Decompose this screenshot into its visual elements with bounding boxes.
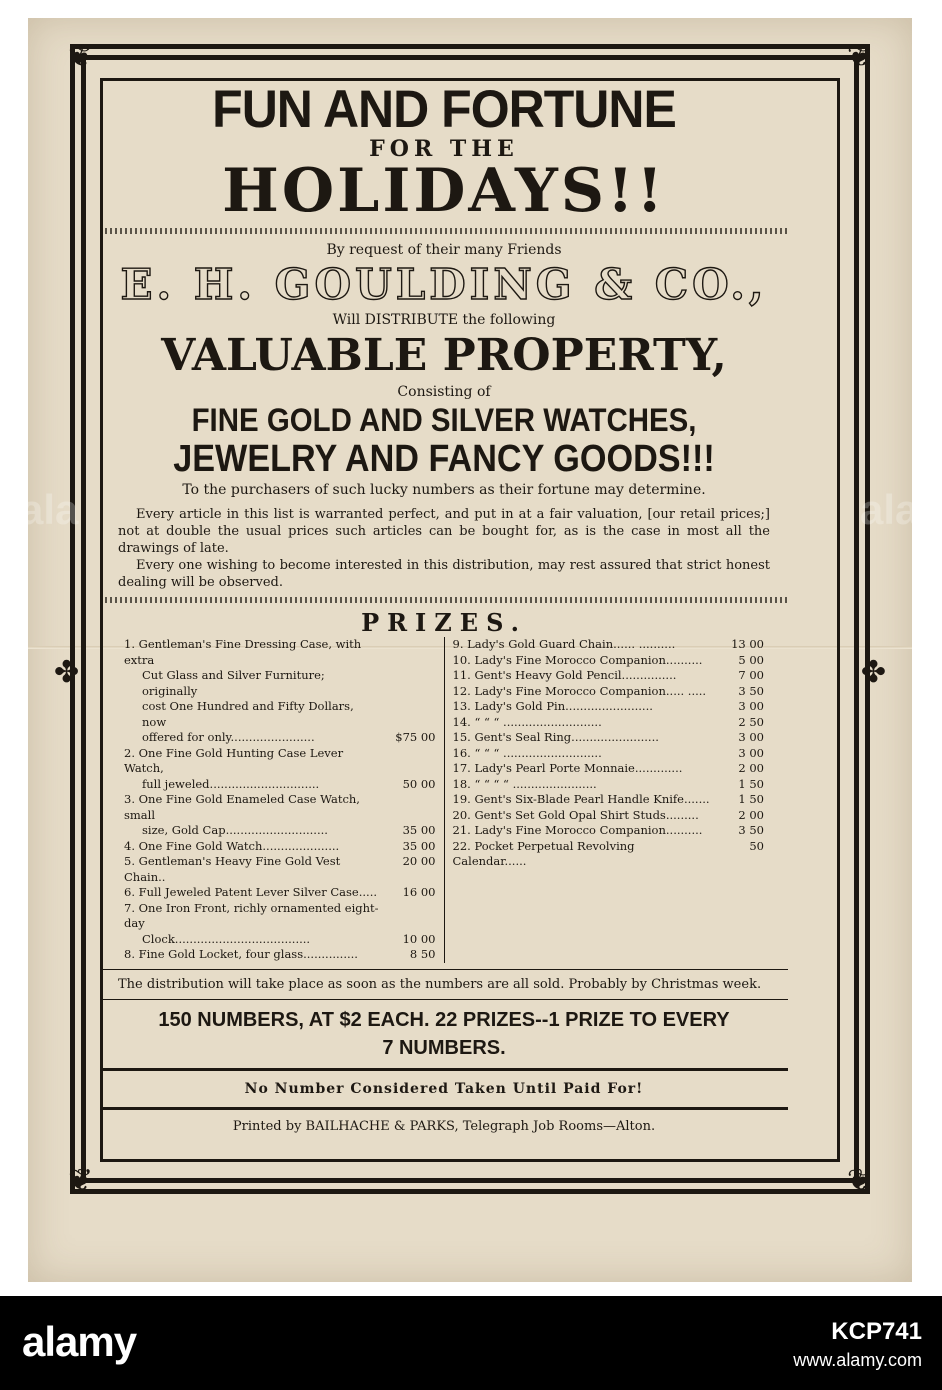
prize-amount: 1 50 bbox=[738, 776, 764, 791]
prize-amount bbox=[382, 668, 436, 699]
corner-ornament-icon: ❦ bbox=[68, 39, 94, 74]
prize-row bbox=[124, 699, 436, 730]
prize-amount: 50 bbox=[749, 838, 764, 853]
prize-row bbox=[453, 839, 765, 870]
prize-row bbox=[453, 684, 765, 700]
prize-amount: 8 50 bbox=[409, 947, 436, 961]
watermark-text: ala bbox=[20, 486, 79, 533]
prize-description: 14. “ “ “ ........................... bbox=[452, 714, 602, 729]
prize-amount: 3 50 bbox=[738, 683, 764, 698]
consisting-line: Consisting of bbox=[397, 384, 491, 400]
prize-amount: 3 00 bbox=[738, 699, 764, 713]
prize-row bbox=[453, 823, 765, 839]
prize-row bbox=[453, 668, 765, 684]
prize-row bbox=[453, 746, 765, 762]
request-line: By request of their many Friends bbox=[326, 242, 562, 258]
prize-amount: 16 00 bbox=[402, 885, 436, 899]
prize-amount bbox=[382, 637, 436, 668]
printer-credit: Printed by BAILHACHE & PARKS, Telegraph Job Rooms—Alton. bbox=[232, 1118, 656, 1134]
honest-dealing-paragraph: Every one wishing to become interested in this distribution, may rest assured that strict honest dealing will be observed. bbox=[118, 558, 770, 590]
prize-description: 13. Lady's Gold Pin........................ bbox=[452, 699, 653, 713]
prize-amount: 2 50 bbox=[738, 714, 764, 729]
prize-amount bbox=[382, 746, 436, 777]
prize-list bbox=[116, 637, 772, 963]
prize-amount: $75 00 bbox=[395, 730, 436, 744]
stock-banner bbox=[0, 1296, 942, 1390]
prize-description: 16. “ “ “ ........................... bbox=[452, 745, 602, 760]
prize-description: 11. Gent's Heavy Gold Pencil............... bbox=[452, 668, 677, 682]
purchasers-line: To the purchasers of such lucky numbers as their fortune may determine. bbox=[182, 482, 706, 498]
prize-description: 7. One Iron Front, richly ornamented eight-day bbox=[124, 900, 379, 930]
distribution-note: The distribution will take place as soon as the numbers are all sold. Probably by Christmas week. bbox=[118, 976, 762, 992]
prize-amount: 3 00 bbox=[738, 745, 764, 760]
warranty-paragraph: Every article in this list is warranted perfect, and put in at a fair valuation, [our retail prices;] not at double the usual prices such articles can be bought for, as is the case in most all the drawings of late. bbox=[118, 507, 770, 556]
company-name: E. H. GOULDING & CO., bbox=[120, 260, 768, 309]
side-ornament-icon: ✤ bbox=[54, 655, 80, 690]
prize-row bbox=[124, 885, 436, 901]
prize-row bbox=[124, 823, 436, 839]
prize-description: 5. Gentleman's Heavy Fine Gold Vest Chain.. bbox=[124, 854, 341, 884]
corner-ornament-icon: ❦ bbox=[846, 39, 872, 74]
divider bbox=[100, 597, 788, 603]
prize-description: 12. Lady's Fine Morocco Companion..... ..... bbox=[452, 683, 707, 698]
prize-description: 4. One Fine Gold Watch..................... bbox=[124, 838, 340, 853]
prize-row bbox=[453, 653, 765, 669]
prize-description: 21. Lady's Fine Morocco Companion.......... bbox=[452, 823, 703, 837]
prize-row bbox=[124, 777, 436, 793]
payment-notice: No Number Considered Taken Until Paid For! bbox=[244, 1080, 644, 1097]
prize-amount: 50 00 bbox=[402, 776, 436, 791]
stock-url: www.alamy.com bbox=[793, 1350, 922, 1370]
valuable-property-heading: VALUABLE PROPERTY, bbox=[161, 330, 727, 381]
prize-amount: 2 00 bbox=[738, 761, 764, 775]
divider bbox=[100, 969, 788, 970]
prize-row bbox=[124, 932, 436, 948]
prize-description: 19. Gent's Six-Blade Pearl Handle Knife....... bbox=[452, 792, 710, 806]
prize-row bbox=[453, 637, 765, 653]
prize-amount bbox=[382, 901, 436, 932]
alamy-logo: alamy bbox=[22, 1318, 137, 1365]
prize-description: size, Gold Cap............................ bbox=[142, 823, 328, 837]
prize-row bbox=[453, 777, 765, 793]
watches-heading: FINE GOLD AND SILVER WATCHES, bbox=[191, 402, 697, 438]
prize-amount: 35 00 bbox=[402, 823, 436, 837]
prize-description: 17. Lady's Pearl Porte Monnaie............. bbox=[452, 761, 683, 775]
prize-amount: 5 00 bbox=[738, 652, 764, 667]
prize-description: offered for only....................... bbox=[142, 730, 315, 744]
prize-description: 6. Full Jeweled Patent Lever Silver Case..... bbox=[124, 885, 378, 899]
prize-description: full jeweled.............................. bbox=[142, 776, 320, 791]
prize-row bbox=[453, 715, 765, 731]
prize-row bbox=[124, 637, 436, 668]
prizes-heading: PRIZES. bbox=[361, 608, 527, 637]
distribute-line: Will DISTRIBUTE the following bbox=[332, 312, 556, 328]
prize-amount: 7 00 bbox=[738, 668, 764, 682]
prize-column-left bbox=[116, 637, 445, 963]
prize-row bbox=[124, 730, 436, 746]
prize-row bbox=[453, 730, 765, 746]
prize-description: 8. Fine Gold Locket, four glass............... bbox=[124, 947, 358, 961]
prize-column-right bbox=[445, 637, 773, 963]
numbers-line-1: 150 NUMBERS, AT $2 EACH. 22 PRIZES--1 PRIZE TO EVERY bbox=[158, 1008, 730, 1031]
prize-description: 18. “ “ “ “ ....................... bbox=[452, 776, 597, 791]
prize-amount: 2 00 bbox=[738, 807, 764, 822]
watermark-text: ala bbox=[860, 486, 919, 533]
prize-amount: 3 50 bbox=[738, 823, 764, 837]
prize-description: 15. Gent's Seal Ring........................ bbox=[452, 730, 659, 744]
prize-row bbox=[124, 792, 436, 823]
prize-description: Clock..................................... bbox=[142, 931, 311, 946]
prize-amount: 13 00 bbox=[731, 637, 764, 651]
prize-row bbox=[124, 901, 436, 932]
prize-row bbox=[124, 839, 436, 855]
prize-row bbox=[453, 699, 765, 715]
prize-description: 9. Lady's Gold Guard Chain...... .......... bbox=[452, 637, 676, 651]
prize-description: cost One Hundred and Fifty Dollars, now bbox=[142, 699, 354, 729]
prize-description: 2. One Fine Gold Hunting Case Lever Watch, bbox=[124, 745, 344, 775]
prize-amount: 1 50 bbox=[738, 792, 764, 806]
prize-description: 1. Gentleman's Fine Dressing Case, with extra bbox=[124, 637, 362, 667]
headline-fun-and-fortune: FUN AND FORTUNE bbox=[212, 79, 676, 139]
jewelry-heading: JEWELRY AND FANCY GOODS!!! bbox=[173, 438, 715, 480]
numbers-line-2: 7 NUMBERS. bbox=[382, 1036, 506, 1059]
prize-amount: 3 00 bbox=[738, 730, 764, 744]
image-id: KCP741 bbox=[831, 1318, 922, 1345]
prize-description: 20. Gent's Set Gold Opal Shirt Studs......... bbox=[452, 807, 699, 822]
prize-description: 22. Pocket Perpetual Revolving Calendar...... bbox=[452, 838, 635, 868]
corner-ornament-icon: ❦ bbox=[846, 1163, 872, 1198]
divider bbox=[100, 999, 788, 1000]
prize-row bbox=[124, 947, 436, 963]
prize-row bbox=[453, 792, 765, 808]
prize-amount bbox=[382, 699, 436, 730]
prize-row bbox=[124, 668, 436, 699]
prize-amount: 20 00 bbox=[402, 854, 436, 868]
divider bbox=[100, 1068, 788, 1071]
headline-for-the: FOR THE bbox=[369, 136, 519, 162]
prize-description: 3. One Fine Gold Enameled Case Watch, small bbox=[124, 792, 360, 822]
prize-amount: 35 00 bbox=[402, 838, 436, 853]
prize-row bbox=[124, 746, 436, 777]
prize-row bbox=[124, 854, 436, 885]
divider bbox=[100, 1107, 788, 1110]
side-ornament-icon: ✤ bbox=[860, 655, 886, 690]
prize-description: 10. Lady's Fine Morocco Companion.......... bbox=[452, 652, 703, 667]
headline-holidays: HOLIDAYS!! bbox=[222, 156, 666, 226]
prize-amount bbox=[382, 792, 436, 823]
prize-description: Cut Glass and Silver Furniture; originally bbox=[142, 668, 325, 698]
prize-row bbox=[453, 808, 765, 824]
prize-row bbox=[453, 761, 765, 777]
poster-content bbox=[100, 79, 788, 1138]
divider bbox=[100, 228, 788, 234]
corner-ornament-icon: ❦ bbox=[68, 1163, 94, 1198]
prize-amount: 10 00 bbox=[402, 931, 436, 946]
